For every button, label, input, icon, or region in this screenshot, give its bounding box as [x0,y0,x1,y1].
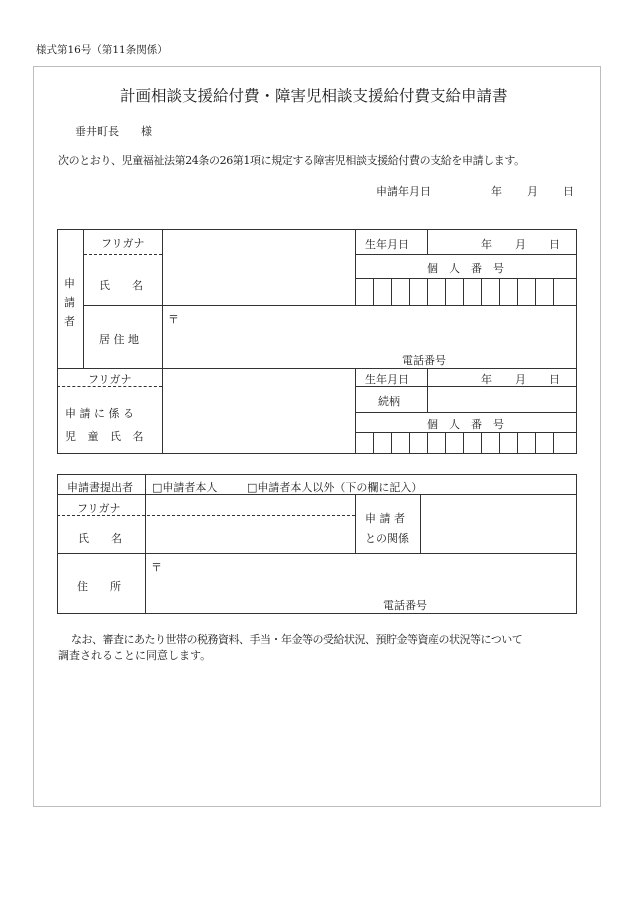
submitter-option-self[interactable]: □申請者本人 [152,481,218,494]
submitter-phone-label: 電話番号 [383,599,427,612]
submitter-relation-line1: 申 請 者 [365,512,405,525]
child-birth-label: 生年月日 [365,373,409,386]
applicant-name-label: 氏 名 [99,279,143,292]
applicant-postal-mark: 〒 [168,313,179,326]
applicant-section-label-1: 申 [64,277,75,290]
child-label-line1: 申 請 に 係 る [65,407,134,420]
applicant-birth-month: 月 [515,238,526,251]
day-label: 日 [563,185,574,198]
child-personal-number-label: 個 人 番 号 [427,418,504,431]
applicant-birth-day: 日 [549,238,560,251]
application-date-label: 申請年月日 [376,185,431,198]
applicant-personal-number-label: 個 人 番 号 [427,262,504,275]
year-label: 年 [491,185,502,198]
consent-line-1: なお、審査にあたり世帯の税務資料、手当・年金等の受給状況、預貯金等資産の状況等について [71,633,523,646]
child-label-line2: 児 童 氏 名 [65,430,148,443]
child-relation-label: 続柄 [378,395,400,408]
submitter-name-label: 氏 名 [78,532,122,545]
applicant-address-label: 居 住 地 [99,333,139,346]
form-number: 様式第16号（第11条関係） [36,44,168,56]
submitter-label: 申請書提出者 [67,481,133,494]
form-title: 計画相談支援給付費・障害児相談支援給付費支給申請書 [120,87,508,105]
submitter-relation-line2: との関係 [365,532,409,545]
submitter-option-other[interactable]: □申請者本人以外（下の欄に記入） [247,481,423,494]
consent-line-2: 調査されることに同意します。 [58,649,212,662]
applicant-phone-label: 電話番号 [402,354,446,367]
child-birth-year: 年 [481,373,492,386]
submitter-postal-mark: 〒 [151,561,162,574]
applicant-section-label-3: 者 [64,315,75,328]
submitter-address-label: 住 所 [77,580,121,593]
child-furigana-label: フリガナ [88,373,132,386]
applicant-birth-year: 年 [481,238,492,251]
addressee: 垂井町長 様 [75,125,152,138]
applicant-birth-label: 生年月日 [365,238,409,251]
intro-text: 次のとおり、児童福祉法第24条の26第1項に規定する障害児相談支援給付費の支給を申請します。 [58,154,525,167]
applicant-section-label-2: 請 [64,296,75,309]
applicant-furigana-label: フリガナ [101,237,145,250]
child-birth-month: 月 [515,373,526,386]
month-label: 月 [527,185,538,198]
child-birth-day: 日 [549,373,560,386]
submitter-furigana-label: フリガナ [77,502,121,515]
